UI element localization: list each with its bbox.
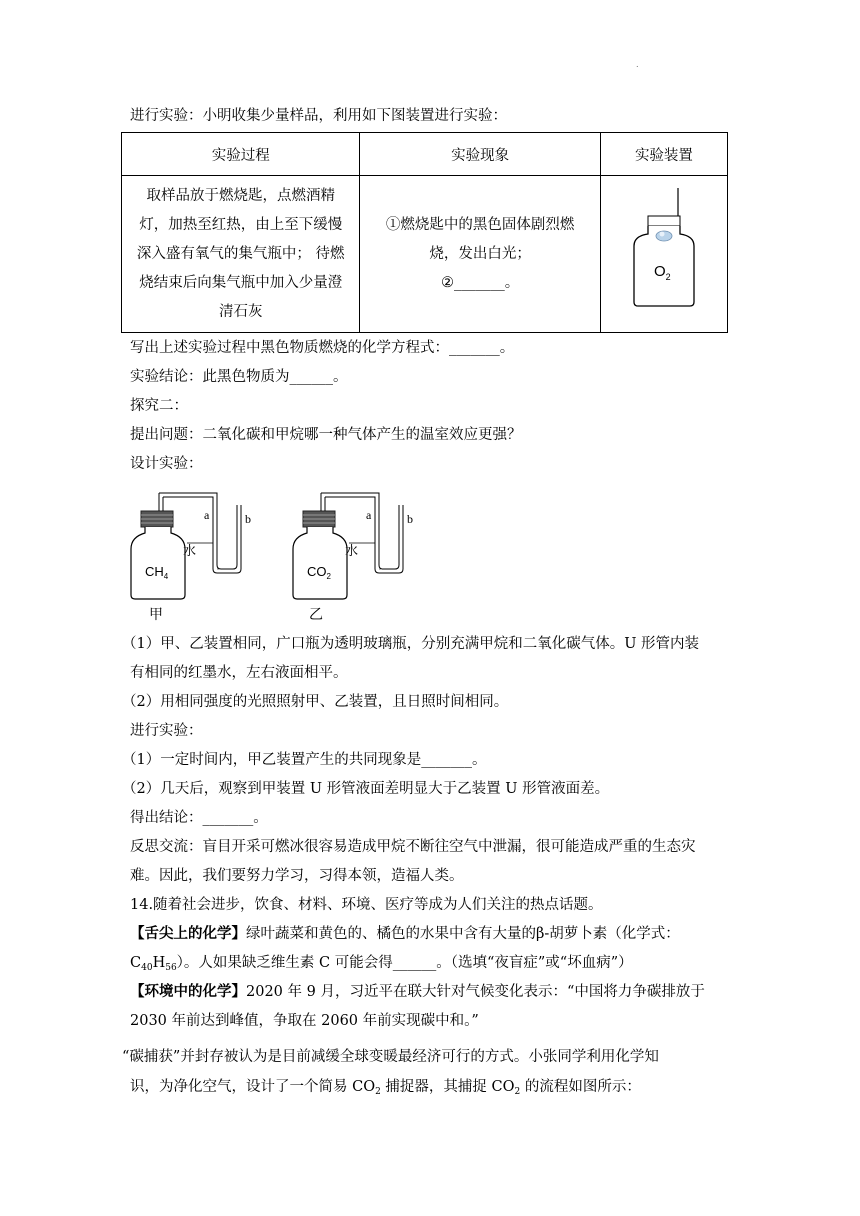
text-line [130, 924, 680, 944]
label-a-left: a [204, 508, 210, 522]
section-tag: 【环境中的化学】 [130, 983, 246, 1000]
text-span: ）。人如果缺乏维生素 C 可能会得______。（选填“夜盲症”或“坏血病”） [176, 955, 633, 971]
header-phenomenon: 实验现象 [360, 133, 600, 176]
label-water-left: 水 [183, 544, 197, 559]
text-line: “碳捕获”并封存被认为是目前减缓全球变暖最经济可行的方式。小张同学利用化学知 [122, 1049, 659, 1065]
subscript: 40 [141, 963, 153, 973]
text-line [130, 1077, 641, 1102]
phenomenon-line: ①燃烧匙中的黑色固体剧烈燃 [385, 216, 575, 233]
text-span: 捕捉器，其捕捉 CO [380, 1079, 515, 1095]
text-span: 2020 年 9 月，习近平在联大针对气候变化表示：“中国将力争碳排放于 [246, 984, 705, 1000]
header-process: 实验过程 [122, 133, 360, 176]
subscript: 56 [165, 963, 177, 973]
text-span: 识，为净化空气，设计了一个简易 CO [130, 1079, 376, 1095]
label-jia: 甲 [149, 607, 163, 623]
text-line: （2）用相同强度的光照照射甲、乙装置，且日照时间相同。 [122, 694, 509, 710]
text-line: （1）一定时间内，甲乙装置产生的共同现象是_______。 [122, 752, 487, 768]
bottle-left [131, 493, 251, 623]
apparatus-o-label: $O_2$ [653, 262, 671, 282]
greenhouse-apparatus-figure [125, 485, 445, 625]
text-span: H [152, 955, 166, 971]
text-span: C [130, 955, 142, 971]
text-line: 进行实验： [130, 723, 203, 739]
gas-jar-diagram [624, 184, 704, 314]
phenomenon-line: ②_______。 [441, 274, 520, 291]
text-line: 难。因此，我们要努力学习，习得本领，造福人类。 [130, 868, 464, 884]
text-line [130, 982, 705, 1002]
process-line: 烧结束后向集气瓶中加入少量澄 [139, 274, 343, 291]
bottle-right [293, 493, 413, 623]
text-line: 写出上述实验过程中黑色物质燃烧的化学方程式：_______。 [130, 340, 515, 356]
label-yi: 乙 [309, 607, 323, 623]
subscript: 2 [514, 1087, 521, 1097]
text-line: 提出问题：二氧化碳和甲烷哪一种气体产生的温室效应更强？ [130, 427, 522, 443]
experiment-table [121, 132, 728, 333]
process-line: 清石灰 [218, 303, 263, 320]
process-line: 取样品放于燃烧匙，点燃酒精 [146, 187, 335, 204]
intro-line: 进行实验：小明收集少量样品，利用如下图装置进行实验： [130, 108, 507, 124]
process-cell [122, 176, 360, 333]
text-line: 得出结论：_______。 [130, 810, 268, 826]
gas-ch4-label: $CH_4$ [145, 564, 169, 581]
text-line: 14.随着社会进步，饮食、材料、环境、医疗等成为人们关注的热点话题。 [130, 897, 603, 913]
label-a-right: a [366, 508, 372, 522]
text-span: 绿叶蔬菜和黄色的、橘色的水果中含有大量的β-胡萝卜素（化学式： [246, 926, 680, 942]
gas-co2-label: $CO_2$ [307, 564, 331, 581]
section-tag: 【舌尖上的化学】 [130, 925, 246, 942]
text-line: 探究二： [130, 398, 188, 414]
header-apparatus: 实验装置 [600, 133, 727, 176]
phenomenon-line: 烧，发出白光； [429, 245, 531, 262]
text-line: 有相同的红墨水，左右液面相平。 [130, 665, 348, 681]
process-line: 灯，加热至红热，由上至下缓慢 [139, 216, 343, 233]
text-line: 实验结论：此黑色物质为______。 [130, 369, 348, 385]
text-line [130, 953, 633, 978]
process-line: 深入盛有氧气的集气瓶中； 待燃 [136, 245, 345, 262]
text-line: 反思交流：盲目开采可燃冰很容易造成甲烷不断往空气中泄漏，很可能造成严重的生态灾 [130, 839, 696, 855]
page-dot: . [636, 60, 639, 69]
apparatus-cell [600, 176, 727, 333]
label-water-right: 水 [345, 544, 359, 559]
subscript: 2 [375, 1087, 381, 1097]
phenomenon-cell [360, 176, 600, 333]
label-b-right: b [407, 512, 413, 526]
text-line: 2030 年前达到峰值，争取在 2060 年前实现碳中和。” [130, 1013, 479, 1029]
label-b-left: b [245, 512, 251, 526]
text-span: 的流程如图所示： [520, 1079, 641, 1095]
text-line: （1）甲、乙装置相同，广口瓶为透明玻璃瓶，分别充满甲烷和二氧化碳气体。U 形管内装 [122, 636, 700, 652]
text-line: 设计实验： [130, 456, 203, 472]
text-line: （2）几天后，观察到甲装置 U 形管液面差明显大于乙装置 U 形管液面差。 [122, 781, 610, 797]
